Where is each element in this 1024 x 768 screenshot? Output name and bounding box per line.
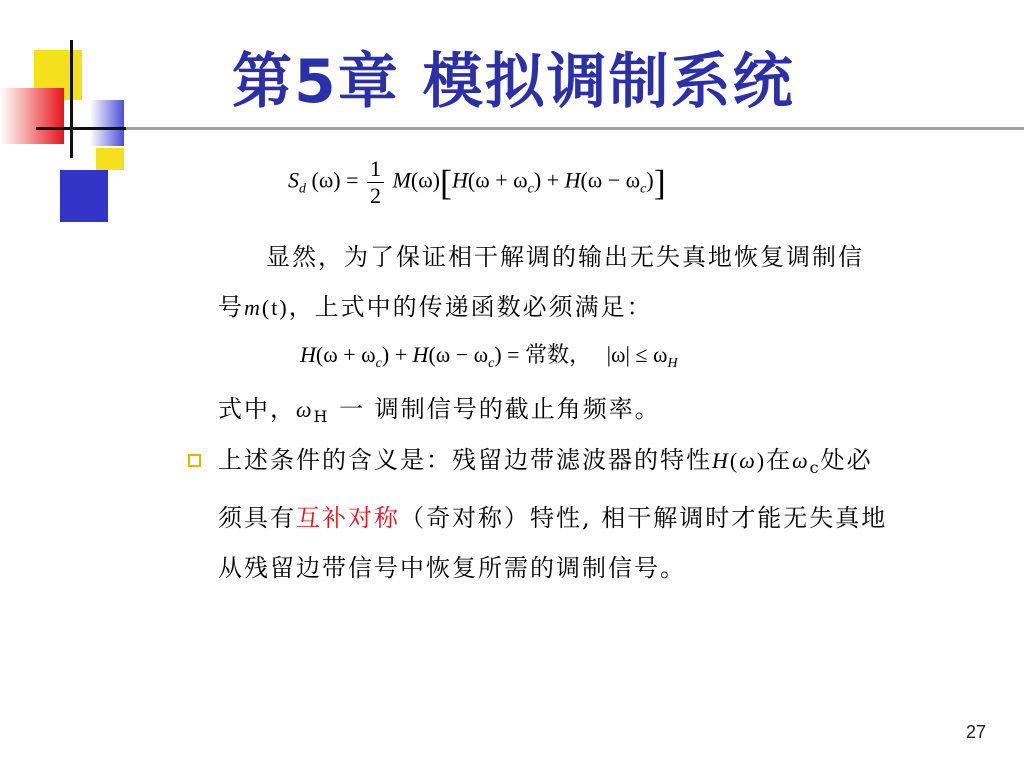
bullet-omega-sub: c <box>809 458 821 477</box>
eq1-H1-sub: c <box>527 181 534 197</box>
slide-title: 第5章 模拟调制系统 <box>232 47 795 117</box>
eq2-abs-sub: H <box>667 356 678 371</box>
eq1-H1: H <box>452 167 468 193</box>
decor-small-yellow-square <box>96 148 124 170</box>
bullet-H: H(ω) <box>712 448 767 473</box>
eq1-M: M <box>392 167 411 193</box>
bullet-line1: 上述条件的含义是：残留边带滤波器的特性H(ω)在$\omega_c$处必 <box>218 446 873 477</box>
eq2-abs: |ω| ≤ ω <box>606 342 668 367</box>
paragraph1-line1: 显然，为了保证相干解调的输出无失真地恢复调制信 <box>266 243 864 271</box>
paragraph-cutoff: 式中，$\omega_H$ 一 调制信号的截止角频率。 <box>218 395 661 426</box>
eq1-frac-num: 1 <box>367 156 384 183</box>
eq2-H1-arg-b: ) + <box>381 342 413 367</box>
p2-omega-sub: H <box>313 407 330 426</box>
eq1-bracket-open: [ <box>440 162 453 203</box>
eq1-H1-arg-b: ) + <box>533 167 565 193</box>
paragraph-condition-intro <box>218 232 864 333</box>
eq2-H2-arg-b: ) = <box>494 342 520 367</box>
bullet-line2: 须具有互补对称（奇对称）特性, 相干解调时才能无失真地 <box>218 504 888 532</box>
p2-omega: ω <box>296 397 314 422</box>
eq2-H2-arg-a: (ω − ω <box>428 342 489 367</box>
p1-m: m <box>244 295 262 320</box>
equation-complementary <box>300 338 678 372</box>
decor-red-square <box>0 88 64 144</box>
eq1-M-arg: (ω) <box>410 167 441 193</box>
eq1-omega-arg: (ω) = <box>311 167 359 193</box>
page-number: 27 <box>966 722 987 742</box>
eq1-fraction <box>367 156 384 209</box>
decor-light-blue-square <box>90 100 124 146</box>
eq1-S: S <box>288 167 299 193</box>
eq1-H2-sub: c <box>640 181 647 197</box>
eq1-bracket-close: ] <box>653 162 666 203</box>
eq1-H2-arg-b: ) <box>646 167 654 193</box>
paragraph1-line2: 号m(t)，上式中的传递函数必须满足： <box>218 293 653 321</box>
eq2-H2: H <box>412 342 429 367</box>
bullet-text <box>218 435 887 593</box>
decor-vertical-line <box>70 40 73 158</box>
eq1-H2: H <box>564 167 581 193</box>
bullet-omega: ω <box>792 448 810 473</box>
bullet-marker <box>188 454 201 467</box>
eq1-H2-arg-a: (ω − ω <box>580 167 641 193</box>
title-underline <box>36 127 1024 130</box>
eq2-H1-sub: c <box>375 356 382 371</box>
eq2-H1: H <box>300 342 316 367</box>
eq1-H1-arg-a: (ω + ω <box>467 167 528 193</box>
highlight-complementary: 互补对称 <box>296 504 400 532</box>
eq2-const: 常数， <box>525 343 592 368</box>
equation-sd <box>288 156 666 220</box>
eq1-frac-den: 2 <box>370 183 382 208</box>
bullet-line3: 从残留边带信号中恢复所需的调制信号。 <box>218 554 686 582</box>
eq1-S-sub: d <box>299 181 306 197</box>
decor-horizontal-line <box>36 127 126 130</box>
decor-blue-square <box>60 170 108 222</box>
eq2-H2-sub: c <box>488 356 495 371</box>
eq2-H1-arg-a: (ω + ω <box>315 342 376 367</box>
p1-t: (t) <box>261 295 289 320</box>
